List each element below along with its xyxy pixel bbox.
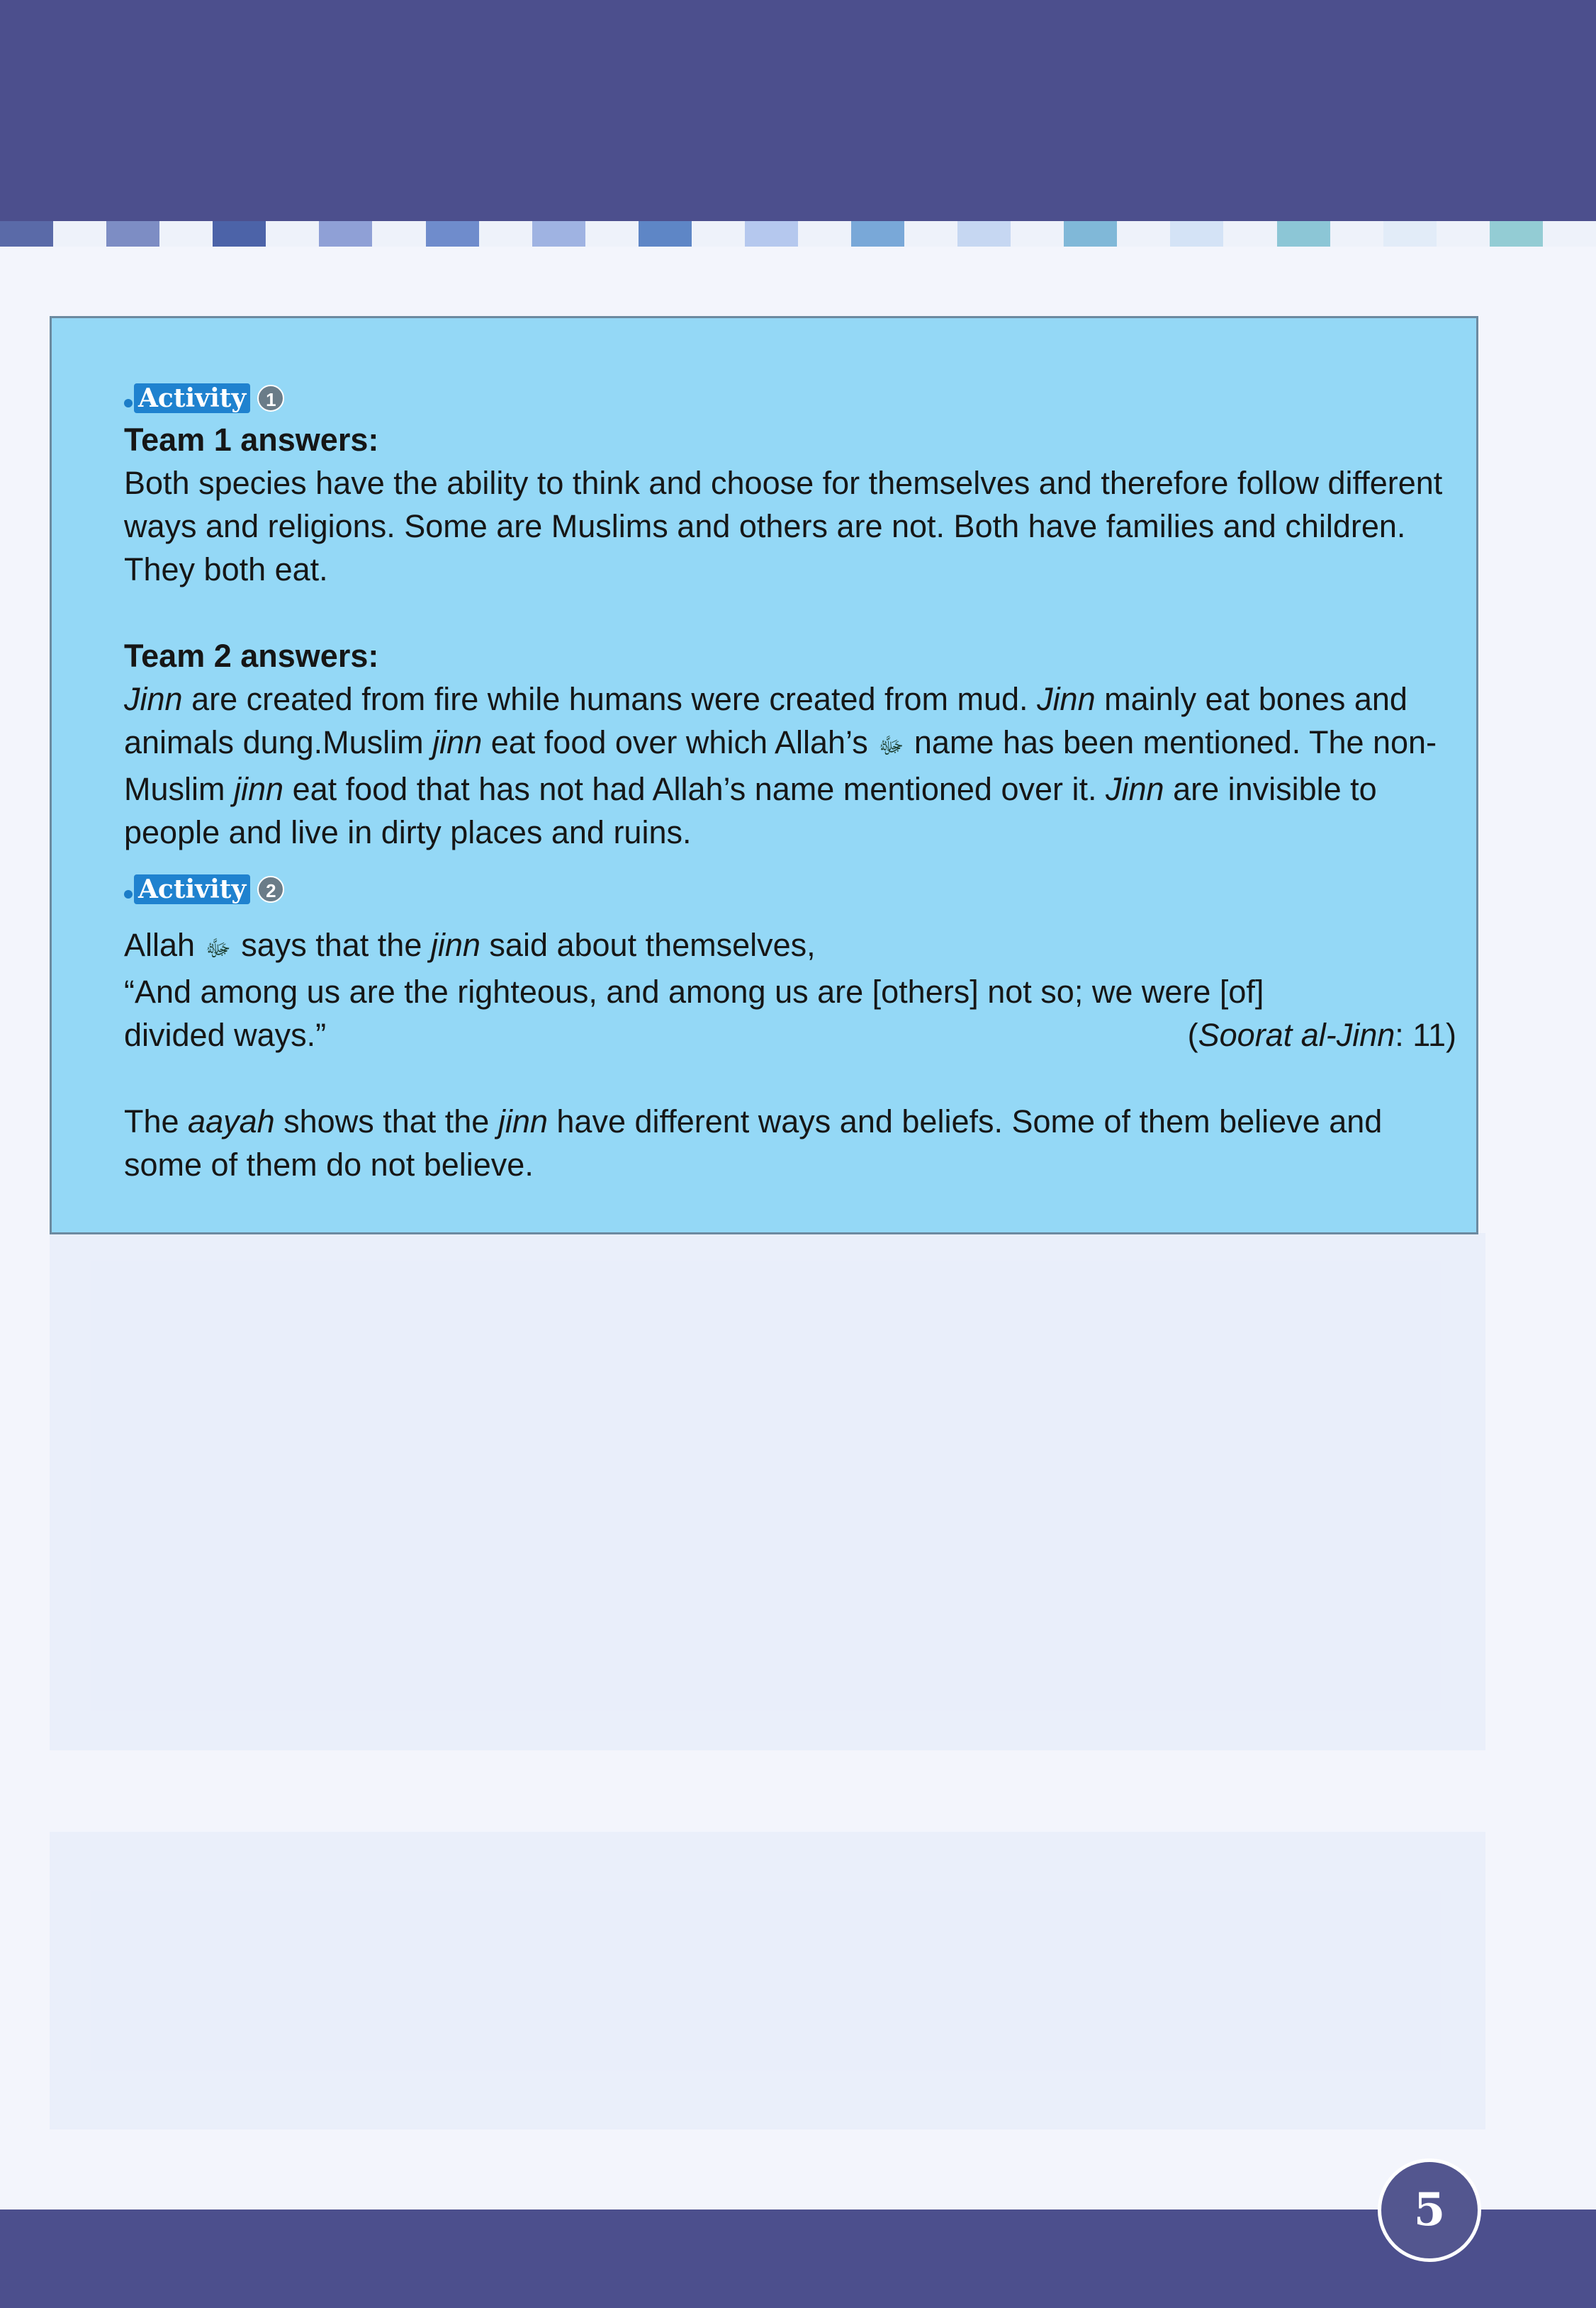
team-2-text: Jinn are created from fire while humans were created from mud. Jinn mainly eat bones and animals dung.Muslim jinn eat food over which Allah’s ﷻ name has been mentioned. The non-Muslim jinn eat food that has not had Allah’s name mentioned over it. Jinn are invisible to people and live in dirty places and ruins. — [124, 681, 1437, 850]
activity-number-badge: 1 — [257, 385, 284, 412]
checker-tile — [0, 221, 53, 247]
checker-tile — [479, 221, 532, 247]
checker-strip — [0, 221, 1596, 247]
answer-box — [50, 316, 1478, 1234]
bullet-dot-icon — [124, 399, 133, 407]
checker-tile — [1330, 221, 1383, 247]
checker-tile — [692, 221, 745, 247]
checker-tile — [1437, 221, 1490, 247]
checker-tile — [426, 221, 479, 247]
activity-1-heading — [124, 378, 1463, 418]
checker-tile — [1490, 221, 1543, 247]
quote-last-line: divided ways.” — [124, 1017, 327, 1053]
quote-reference-line — [124, 1013, 1456, 1057]
checker-tile — [159, 221, 213, 247]
checker-tile — [639, 221, 692, 247]
bleed-through-panel — [50, 1233, 1485, 1750]
quran-quote: “And among us are the righteous, and among us are [others] not so; we were [of] — [124, 974, 1264, 1010]
checker-tile — [213, 221, 266, 247]
team-1-heading: Team 1 answers: — [124, 422, 379, 458]
checker-tile — [851, 221, 904, 247]
quote-reference: (Soorat al-Jinn: 11) — [1187, 1017, 1456, 1053]
activity-label: Activity — [134, 383, 250, 413]
checker-tile — [745, 221, 798, 247]
checker-tile — [1064, 221, 1117, 247]
checker-tile — [1170, 221, 1223, 247]
checker-tile — [1011, 221, 1064, 247]
checker-tile — [53, 221, 106, 247]
checker-tile — [319, 221, 372, 247]
checker-tile — [1277, 221, 1330, 247]
checker-tile — [957, 221, 1011, 247]
answer-box-content — [124, 378, 1463, 1186]
aayah-explanation: The aayah shows that the jinn have different ways and beliefs. Some of them believe and some of them do not believe. — [124, 1103, 1383, 1183]
checker-tile — [1543, 221, 1596, 247]
header-band — [0, 0, 1596, 221]
checker-tile — [904, 221, 957, 247]
activity-label: Activity — [134, 874, 250, 904]
checker-tile — [1117, 221, 1170, 247]
allah-ligature-icon: ﷻ — [205, 935, 231, 961]
checker-tile — [798, 221, 851, 247]
footer-band — [0, 2210, 1596, 2308]
checker-tile — [106, 221, 159, 247]
checker-tile — [532, 221, 585, 247]
team-1-text: Both species have the ability to think and choose for themselves and therefore follow different ways and religions. Some are Muslims and others are not. Both have families and children. They both eat. — [124, 465, 1443, 587]
checker-tile — [1223, 221, 1276, 247]
activity-number-badge: 2 — [257, 876, 284, 903]
checker-tile — [372, 221, 425, 247]
checker-tile — [266, 221, 319, 247]
activity-2-intro: Allah ﷻ says that the jinn said about themselves, — [124, 927, 816, 963]
bleed-through-panel-lower — [50, 1832, 1485, 2129]
activity-2-heading — [124, 869, 1463, 909]
allah-ligature-icon: ﷻ — [878, 733, 904, 758]
bullet-dot-icon — [124, 890, 133, 899]
checker-tile — [1383, 221, 1437, 247]
team-2-heading: Team 2 answers: — [124, 638, 379, 674]
checker-tile — [585, 221, 639, 247]
page-number-badge: 5 — [1378, 2158, 1481, 2262]
